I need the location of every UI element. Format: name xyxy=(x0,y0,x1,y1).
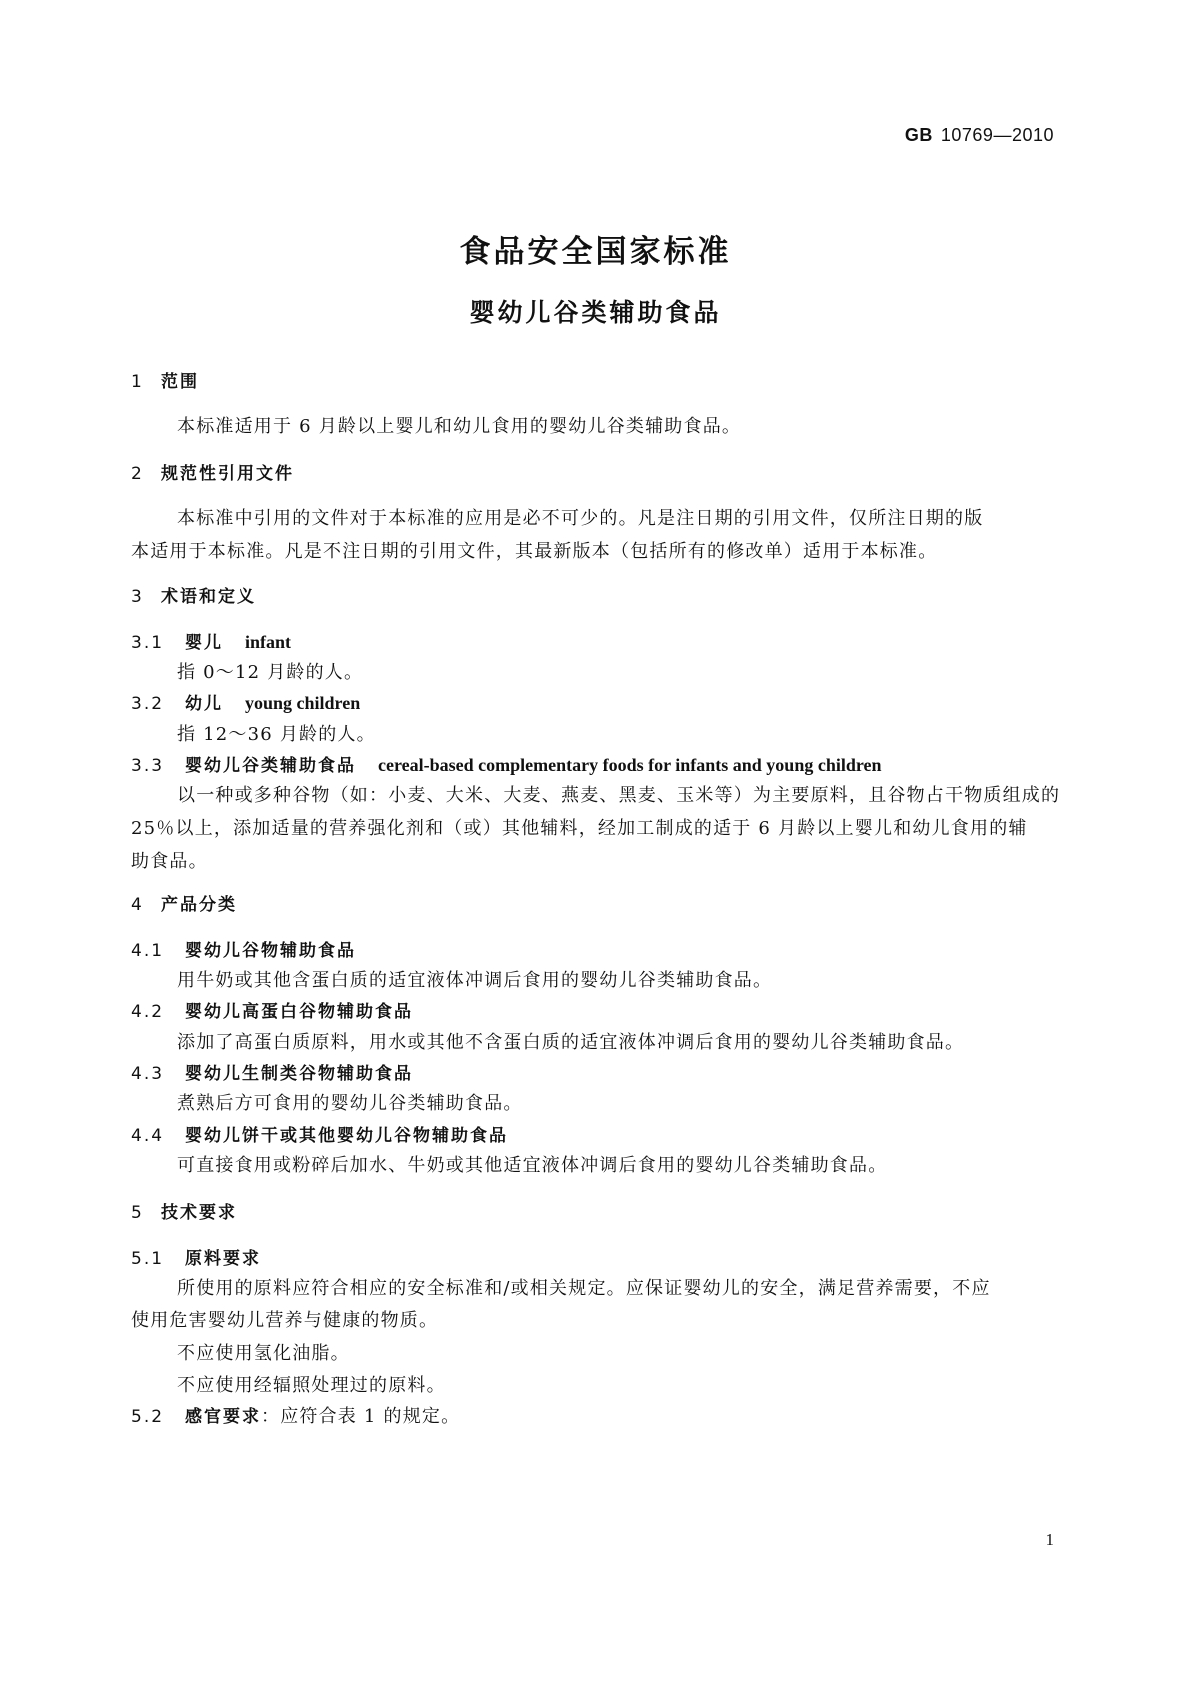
term-en: young children xyxy=(245,693,361,713)
clause-heading xyxy=(131,1059,1057,1084)
clause-text-line: 不应使用经辐照处理过的原料。 xyxy=(177,1375,446,1396)
clause-inline-text: ：应符合表 1 的规定。 xyxy=(261,1406,461,1427)
clause-text: 用牛奶或其他含蛋白质的适宜液体冲调后食用的婴幼儿谷类辅助食品。 xyxy=(177,970,773,991)
section-title: 技术要求 xyxy=(161,1203,237,1223)
section-title: 范围 xyxy=(161,372,199,392)
clause-number: 3.3 xyxy=(131,756,165,776)
clause-text-line: 所使用的原料应符合相应的安全标准和/或相关规定。应保证婴幼儿的安全，满足营养需要，不应 xyxy=(177,1278,991,1299)
term-cn: 幼儿 xyxy=(185,694,223,714)
term-cn: 婴儿 xyxy=(185,633,223,653)
clause-heading-sensory xyxy=(131,1402,1057,1428)
document-title: 食品安全国家标准 xyxy=(459,234,732,270)
clause-text: 煮熟后方可食用的婴幼儿谷类辅助食品。 xyxy=(177,1093,523,1114)
section-heading-classification xyxy=(131,890,1057,915)
section-number: 1 xyxy=(131,372,144,392)
clause-text-line: 不应使用氢化油脂。 xyxy=(177,1343,350,1364)
clause-title: 婴幼儿高蛋白谷物辅助食品 xyxy=(185,1002,413,1022)
clause-heading xyxy=(131,997,1057,1022)
clause-number: 4.2 xyxy=(131,1002,165,1022)
paragraph-line: 本标准中引用的文件对于本标准的应用是必不可少的。凡是注日期的引用文件，仅所注日期的版 xyxy=(177,508,984,529)
clause-title: 婴幼儿饼干或其他婴幼儿谷物辅助食品 xyxy=(185,1126,508,1146)
clause-number: 4.3 xyxy=(131,1064,165,1084)
clause-text: 可直接食用或粉碎后加水、牛奶或其他适宜液体冲调后食用的婴幼儿谷类辅助食品。 xyxy=(177,1155,888,1176)
definition-heading-young-children xyxy=(131,689,1057,714)
definition-text-line: 以一种或多种谷物（如：小麦、大米、大麦、燕麦、黑麦、玉米等）为主要原料，且谷物占干物质组成的 xyxy=(177,785,1061,806)
standard-number: 10769—2010 xyxy=(940,125,1054,145)
clause-title: 原料要求 xyxy=(185,1249,261,1269)
clause-number: 3.1 xyxy=(131,633,165,653)
page-number: 1 xyxy=(1045,1530,1054,1549)
section-heading-technical-requirements xyxy=(131,1198,1057,1223)
section-number: 4 xyxy=(131,895,144,915)
clause-number: 5.1 xyxy=(131,1249,165,1269)
clause-number: 5.2 xyxy=(131,1407,165,1427)
definition-heading-infant xyxy=(131,628,1057,653)
clause-text-line: 使用危害婴幼儿营养与健康的物质。 xyxy=(131,1310,439,1331)
section-heading-scope xyxy=(131,367,1057,392)
definition-text: 指 12～36 月龄的人。 xyxy=(177,724,376,745)
clause-heading xyxy=(131,1244,1057,1269)
definition-text-line: 25％以上，添加适量的营养强化剂和（或）其他辅料，经加工制成的适于 6 月龄以上婴儿和幼儿食用的辅 xyxy=(131,818,1028,839)
definition-heading-cereal-foods xyxy=(131,751,1057,776)
paragraph-line: 本适用于本标准。凡是不注日期的引用文件，其最新版本（包括所有的修改单）适用于本标准。 xyxy=(131,541,938,562)
section-number: 2 xyxy=(131,464,144,484)
document-subtitle: 婴幼儿谷类辅助食品 xyxy=(469,298,722,327)
section-number: 5 xyxy=(131,1203,144,1223)
term-en: infant xyxy=(245,632,292,652)
clause-heading xyxy=(131,936,1057,961)
clause-text: 添加了高蛋白质原料，用水或其他不含蛋白质的适宜液体冲调后食用的婴幼儿谷类辅助食品。 xyxy=(177,1032,965,1053)
clause-title: 感官要求 xyxy=(185,1407,261,1427)
definition-text: 指 0～12 月龄的人。 xyxy=(177,662,364,683)
section-title: 术语和定义 xyxy=(161,587,256,607)
section-number: 3 xyxy=(131,587,144,607)
standard-code xyxy=(905,125,1054,146)
clause-heading xyxy=(131,1121,1057,1146)
clause-number: 3.2 xyxy=(131,694,165,714)
section-heading-terms xyxy=(131,582,1057,607)
term-en: cereal-based complementary foods for infants and young children xyxy=(378,755,882,775)
paragraph: 本标准适用于 6 月龄以上婴儿和幼儿食用的婴幼儿谷类辅助食品。 xyxy=(177,416,742,437)
term-cn: 婴幼儿谷类辅助食品 xyxy=(185,756,356,776)
standard-prefix: GB xyxy=(904,125,933,145)
clause-title: 婴幼儿谷物辅助食品 xyxy=(185,941,356,961)
clause-title: 婴幼儿生制类谷物辅助食品 xyxy=(185,1064,413,1084)
section-title: 产品分类 xyxy=(161,895,237,915)
section-heading-references xyxy=(131,459,1057,484)
clause-number: 4.1 xyxy=(131,941,165,961)
definition-text-line: 助食品。 xyxy=(131,851,208,872)
clause-number: 4.4 xyxy=(131,1126,165,1146)
section-title: 规范性引用文件 xyxy=(161,464,294,484)
